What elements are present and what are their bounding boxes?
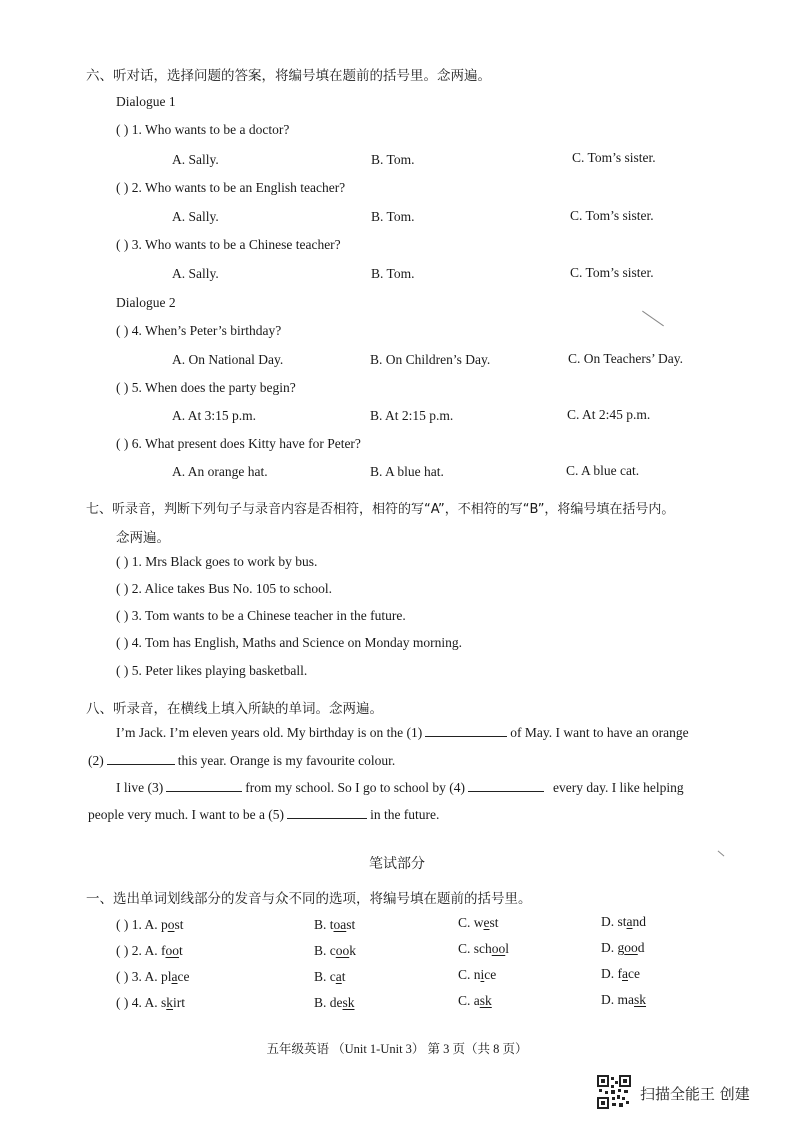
s8-line4-text-a: people very much. I want to be a (5): [88, 807, 285, 822]
w1-number: ( ) 1. A.: [116, 917, 158, 932]
s6-q5-option-a: A. At 3:15 p.m.: [172, 408, 257, 423]
dialogue-2-label: Dialogue 2: [116, 295, 176, 310]
s8-line2-text-a: (2): [88, 753, 104, 768]
w4-option-d: D. mask: [601, 992, 647, 1007]
w3-option-d: D. face: [601, 966, 640, 981]
blank-1[interactable]: [425, 724, 507, 737]
w2-number: ( ) 2. A.: [116, 943, 158, 958]
blank-5[interactable]: [287, 806, 367, 819]
s8-line1-text-b: of May. I want to have an orange: [510, 725, 689, 740]
section-7-heading-cont: 念两遍。: [116, 530, 170, 546]
written-row-2: [116, 943, 183, 959]
s6-q1-option-b: B. Tom.: [371, 152, 415, 167]
blank-4[interactable]: [468, 779, 544, 792]
w4-option-b: B. desk: [314, 995, 355, 1010]
s8-line3-text-c: every day. I like helping: [552, 780, 684, 795]
s8-line-1: [116, 724, 689, 741]
s8-line2-text-b: this year. Orange is my favourite colour.: [177, 753, 396, 768]
s8-line4-text-b: in the future.: [370, 807, 440, 822]
s6-q6-option-a: A. An orange hat.: [172, 464, 268, 479]
w1-option-a: post: [161, 917, 184, 932]
s6-q3-option-c: C. Tom’s sister.: [570, 265, 654, 280]
s7-item-4: ( ) 4. Tom has English, Maths and Science on Monday morning.: [116, 635, 463, 650]
s6-q2-option-b: B. Tom.: [371, 209, 415, 224]
s6-question-5: ( ) 5. When does the party begin?: [116, 380, 296, 395]
s7-item-3: ( ) 3. Tom wants to be a Chinese teacher in the future.: [116, 608, 406, 623]
s7-item-1: ( ) 1. Mrs Black goes to work by bus.: [116, 554, 318, 569]
section-7-heading: 七、听录音，判断下列句子与录音内容是否相符，相符的写“A”，不相符的写“B”，将编号填在括号内。: [86, 502, 675, 517]
s7-item-5: ( ) 5. Peter likes playing basketball.: [116, 663, 308, 678]
written-row-1: [116, 917, 184, 933]
scanner-watermark: 扫描全能王 创建: [640, 1085, 750, 1103]
s6-question-2: ( ) 2. Who wants to be an English teacher?: [116, 180, 346, 195]
page-footer: 五年级英语 （Unit 1-Unit 3） 第 3 页（共 8 页）: [266, 1042, 528, 1056]
s8-line-3: [116, 779, 684, 796]
s6-q4-option-c: C. On Teachers’ Day.: [568, 351, 684, 366]
s6-q4-option-b: B. On Children’s Day.: [370, 352, 491, 367]
w3-option-a: place: [161, 969, 190, 984]
section-8-heading: 八、听录音，在横线上填入所缺的单词。念两遍。: [86, 701, 383, 717]
dialogue-1-label: Dialogue 1: [116, 94, 176, 109]
w3-number: ( ) 3. A.: [116, 969, 158, 984]
s6-question-1: ( ) 1. Who wants to be a doctor?: [116, 122, 290, 137]
s6-question-3: ( ) 3. Who wants to be a Chinese teacher?: [116, 237, 341, 252]
w4-option-a: skirt: [161, 995, 186, 1010]
w3-option-c: C. nice: [458, 967, 497, 982]
s6-q5-option-c: C. At 2:45 p.m.: [567, 407, 651, 422]
s6-q3-option-b: B. Tom.: [371, 266, 415, 281]
s6-q3-option-a: A. Sally.: [172, 266, 219, 281]
s6-q2-option-c: C. Tom’s sister.: [570, 208, 654, 223]
written-section-1-heading: 一、选出单词划线部分的发音与众不同的选项，将编号填在题前的括号里。: [86, 891, 532, 907]
w2-option-b: B. cook: [314, 943, 356, 958]
s7-item-2: ( ) 2. Alice takes Bus No. 105 to school.: [116, 581, 332, 596]
w4-number: ( ) 4. A.: [116, 995, 158, 1010]
qr-code-icon: [597, 1075, 631, 1109]
w1-option-b: B. toast: [314, 917, 356, 932]
s8-line-4: [88, 806, 439, 823]
w4-option-c: C. ask: [458, 993, 492, 1008]
written-part-title: 笔试部分: [369, 856, 425, 872]
written-row-3: [116, 969, 190, 985]
blank-2[interactable]: [107, 752, 175, 765]
section-6-heading: 六、听对话，选择问题的答案，将编号填在题前的括号里。念两遍。: [86, 68, 491, 84]
w2-option-c: C. school: [458, 941, 510, 956]
written-row-4: [116, 995, 185, 1011]
scan-mark: [642, 311, 664, 327]
s8-line-2: [88, 752, 395, 769]
s6-q6-option-c: C. A blue cat.: [566, 463, 640, 478]
s6-q1-option-a: A. Sally.: [172, 152, 219, 167]
s8-line3-text-b: from my school. So I go to school by (4): [245, 780, 465, 795]
s6-q1-option-c: C. Tom’s sister.: [572, 150, 656, 165]
s6-question-6: ( ) 6. What present does Kitty have for Peter?: [116, 436, 361, 451]
w1-option-c: C. west: [458, 915, 499, 930]
w2-option-a: foot: [161, 943, 183, 958]
s8-line1-text-a: I’m Jack. I’m eleven years old. My birthday is on the (1): [116, 725, 423, 740]
s6-q6-option-b: B. A blue hat.: [370, 464, 444, 479]
w3-option-b: B. cat: [314, 969, 346, 984]
w1-option-d: D. stand: [601, 914, 647, 929]
s6-q4-option-a: A. On National Day.: [172, 352, 284, 367]
s6-q5-option-b: B. At 2:15 p.m.: [370, 408, 454, 423]
s6-q2-option-a: A. Sally.: [172, 209, 219, 224]
blank-3[interactable]: [166, 779, 242, 792]
s6-question-4: ( ) 4. When’s Peter’s birthday?: [116, 323, 282, 338]
w2-option-d: D. good: [601, 940, 645, 955]
s8-line3-text-a: I live (3): [116, 780, 164, 795]
